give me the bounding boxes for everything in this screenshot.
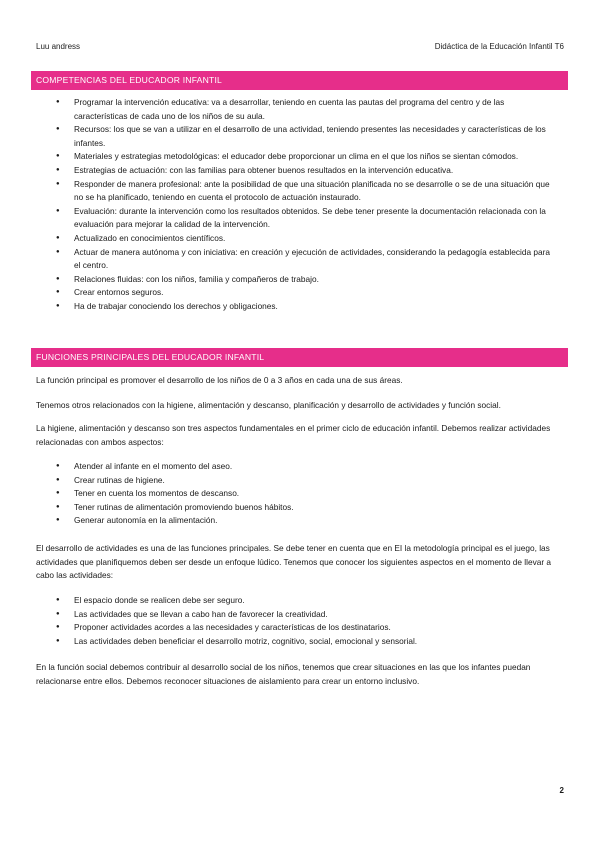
- list-item: ● Materiales y estrategias metodológicas: el educador debe proporcionar un clima en el que los niños se sientan cómodos.: [56, 150, 556, 164]
- list-item: ● Actualizado en conocimientos científicos.: [56, 232, 556, 246]
- paragraph-higiene: La higiene, alimentación y descanso son tres aspectos fundamentales en el primer ciclo de educación infantil. Debemos realizar actividades relacionadas con ambos aspectos:: [36, 423, 551, 447]
- list-item: ● Proponer actividades acordes a las necesidades y características de los destinatarios.: [56, 621, 556, 635]
- page-number: 2: [559, 786, 564, 795]
- higiene-list: [56, 460, 556, 528]
- list-item: ● Recursos: los que se van a utilizar en el desarrollo de una actividad, teniendo presentes las necesidades y características de los infantes.: [56, 123, 556, 150]
- list-item: ● Ha de trabajar conociendo los derechos y obligaciones.: [56, 300, 556, 314]
- paragraph-funcion-principal: La función principal es promover el desarrollo de los niños de 0 a 3 años en cada una de sus áreas.: [36, 375, 403, 385]
- list-item: ● El espacio donde se realicen debe ser seguro.: [56, 594, 556, 608]
- paragraph-funcion-social: En la función social debemos contribuir al desarrollo social de los niños, tenemos que crear situaciones en las que los infantes puedan relacionarse entre ellos. Debemos reconocer situaciones de aislamiento para crear un entorno inclusivo.: [36, 662, 531, 686]
- list-item: ● Crear entornos seguros.: [56, 286, 556, 300]
- list-item: ● Generar autonomía en la alimentación.: [56, 514, 556, 528]
- list-item: ● Relaciones fluidas: con los niños, familia y compañeros de trabajo.: [56, 273, 556, 287]
- actividades-list: [56, 594, 556, 648]
- list-item: ● Estrategias de actuación: con las familias para obtener buenos resultados en la intervención educativa.: [56, 164, 556, 178]
- header-subject: Didáctica de la Educación Infantil T6: [434, 42, 564, 51]
- section-heading-competencias: COMPETENCIAS DEL EDUCADOR INFANTIL: [31, 71, 568, 90]
- list-item: ● Tener en cuenta los momentos de descanso.: [56, 487, 556, 501]
- list-item: ● Responder de manera profesional: ante la posibilidad de que una situación planificada no se desarrolle o se de una situación que no se ha planificado, teniendo en cuenta el protocolo de actuación instaurado.: [56, 178, 556, 205]
- list-item: ● Actuar de manera autónoma y con iniciativa: en creación y ejecución de actividades, considerando la pedagogía establecida para el centro.: [56, 246, 556, 273]
- paragraph-otros: Tenemos otros relacionados con la higiene, alimentación y descanso, planificación y desarrollo de actividades y función social.: [36, 400, 501, 410]
- page-header: [36, 42, 564, 54]
- list-item: ● Atender al infante en el momento del aseo.: [56, 460, 556, 474]
- paragraph-desarrollo-actividades: El desarrollo de actividades es una de las funciones principales. Se debe tener en cuenta que en EI la metodología principal es el juego, las actividades que planifiquemos deben ser desde un enfoque lúdico. Tenemos que conocer los siguientes aspectos en el momento de llevar a cabo las actividades:: [36, 543, 552, 581]
- header-author: Luu andress: [36, 42, 81, 51]
- list-item: ● Tener rutinas de alimentación promoviendo buenos hábitos.: [56, 501, 556, 515]
- list-item: ● Programar la intervención educativa: va a desarrollar, teniendo en cuenta las pautas del programa del centro y de las características de cada uno de los niños de su aula.: [56, 96, 556, 123]
- section-heading-funciones: FUNCIONES PRINCIPALES DEL EDUCADOR INFANTIL: [31, 348, 568, 367]
- list-item: ● Las actividades que se llevan a cabo han de favorecer la creatividad.: [56, 608, 556, 622]
- competencias-list: [56, 96, 556, 314]
- list-item: ● Crear rutinas de higiene.: [56, 474, 556, 488]
- list-item: ● Evaluación: durante la intervención como los resultados obtenidos. Se debe tener presente la documentación relacionada con la evaluación para mejorar la calidad de la intervención.: [56, 205, 556, 232]
- list-item: ● Las actividades deben beneficiar el desarrollo motriz, cognitivo, social, emocional y sensorial.: [56, 635, 556, 649]
